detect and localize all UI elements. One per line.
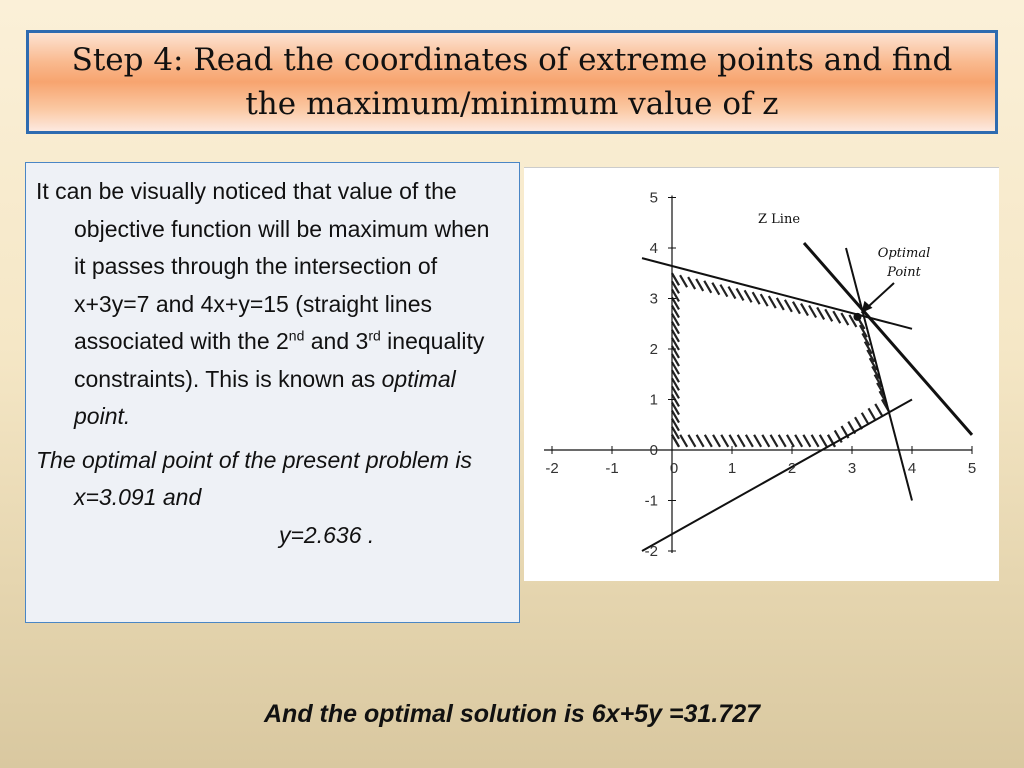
hatch-stroke <box>862 413 869 425</box>
y-tick-label: 5 <box>649 189 658 207</box>
x-tick-label: 5 <box>967 460 977 477</box>
optimal-solution-statement: And the optimal solution is 6x+5y =31.727 <box>264 700 760 728</box>
hatch-stroke <box>754 435 761 447</box>
hatch-stroke <box>762 435 769 447</box>
hatch-stroke <box>738 435 745 447</box>
hatch-stroke <box>803 435 810 447</box>
hatch-stroke <box>817 307 824 319</box>
text-content-box <box>25 162 520 623</box>
hatch-stroke <box>875 404 882 416</box>
optimal-point-marker <box>853 313 861 321</box>
para2-line1: The optimal point of the present problem is x=3.091 and <box>36 446 472 510</box>
hatch-stroke <box>793 302 800 314</box>
y-tick-label: -2 <box>644 543 658 560</box>
y-tick-label: 1 <box>649 391 658 409</box>
slide-title-box <box>26 30 998 134</box>
x-tick-label: 2 <box>787 460 797 477</box>
y-tick-label: -1 <box>644 492 658 510</box>
para1-italic-term: optimal point. <box>74 365 456 429</box>
hatch-stroke <box>753 292 760 304</box>
x-tick-label: -1 <box>605 460 619 477</box>
x-tick-label: 4 <box>907 460 917 477</box>
superscript-nd: nd <box>288 327 305 344</box>
chart-panel <box>524 167 999 581</box>
hatch-stroke <box>801 304 808 316</box>
y-tick-label: 3 <box>649 290 658 308</box>
hatch-stroke <box>688 435 695 447</box>
feasible-region-chart <box>524 168 999 581</box>
hatch-stroke <box>771 435 778 447</box>
paragraph-optimal-point-explanation <box>36 173 507 436</box>
hatch-stroke <box>869 408 876 420</box>
x-tick-label: 0 <box>669 460 679 477</box>
para1-text-b: and 3 <box>304 328 369 354</box>
hatch-stroke <box>720 285 727 297</box>
z-line-label: Z Line <box>758 212 801 227</box>
y-tick-label: 0 <box>649 442 658 459</box>
hatch-stroke <box>705 435 712 447</box>
hatch-stroke <box>779 435 786 447</box>
hatch-stroke <box>761 294 768 306</box>
slide-title: Step 4: Read the coordinates of extreme points and find the maximum/minimum value of z <box>71 42 953 122</box>
optimal-point-arrowhead <box>861 301 872 313</box>
hatch-stroke <box>713 435 720 447</box>
hatch-layer <box>672 273 889 447</box>
para1-text-a: It can be visually noticed that value of the objective function will be maximum when it passes through the intersection of x+3y=7 and 4x+y=15 (straight lines associated with the 2 <box>36 178 490 354</box>
y-tick-label: 4 <box>649 240 658 257</box>
hatch-stroke <box>680 275 687 287</box>
hatch-stroke <box>787 435 794 447</box>
hatch-stroke <box>812 435 819 447</box>
optimal-point-label-1: Optimal <box>877 246 931 261</box>
hatch-stroke <box>729 435 736 447</box>
superscript-rd: rd <box>368 327 381 344</box>
para2-line2: y=2.636 . <box>279 521 375 548</box>
hatch-stroke <box>809 305 816 317</box>
hatch-stroke <box>769 296 776 308</box>
hatch-stroke <box>841 313 848 325</box>
hatch-stroke <box>728 287 735 299</box>
constraint-lines-layer <box>642 243 972 551</box>
hatch-stroke <box>795 435 802 447</box>
hatch-stroke <box>745 290 752 302</box>
hatch-stroke <box>737 288 744 300</box>
y-tick-label: 2 <box>649 341 658 358</box>
para1-text-c: inequality constraints). This is known as <box>74 328 485 392</box>
hatch-stroke <box>833 311 840 323</box>
hatch-stroke <box>777 298 784 310</box>
hatch-stroke <box>825 309 832 321</box>
hatch-stroke <box>680 435 687 447</box>
hatch-stroke <box>721 435 728 447</box>
hatch-stroke <box>712 283 719 295</box>
hatch-stroke <box>688 277 695 289</box>
x-tick-label: 1 <box>727 460 737 477</box>
hatch-stroke <box>697 435 704 447</box>
hatch-stroke <box>785 300 792 312</box>
annotations-layer <box>758 212 930 280</box>
x-tick-label: 3 <box>847 460 857 477</box>
paragraph-optimal-point-values <box>36 442 507 555</box>
series-line-3 <box>642 400 912 552</box>
hatch-stroke <box>746 435 753 447</box>
x-tick-label: -2 <box>545 460 559 477</box>
hatch-stroke <box>704 281 711 293</box>
hatch-stroke <box>820 435 827 447</box>
hatch-stroke <box>696 279 703 291</box>
optimal-point-label-2: Point <box>887 265 921 280</box>
